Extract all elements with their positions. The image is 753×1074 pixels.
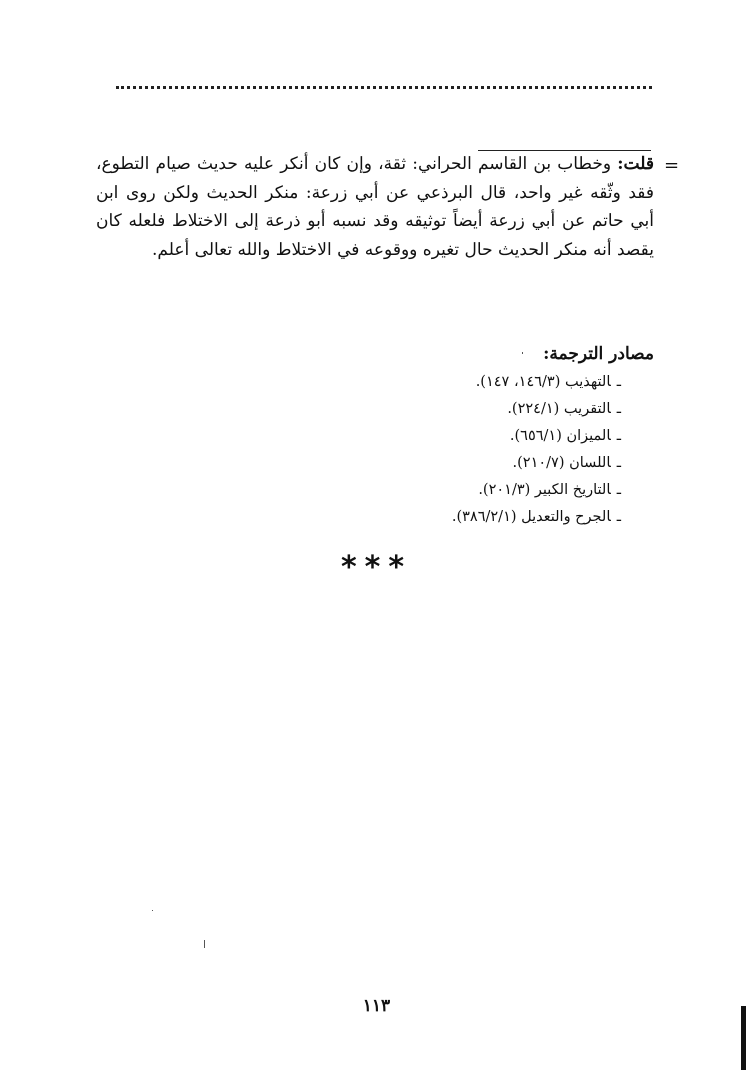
source-text: التاريخ الكبير (٢٠١/٣). xyxy=(478,482,611,498)
source-text: التقريب (٢٢٤/١). xyxy=(507,401,611,417)
continuation-mark: = xyxy=(664,155,680,176)
source-item xyxy=(452,397,621,424)
page-number: ١١٣ xyxy=(362,996,391,1016)
sources-list xyxy=(452,370,621,532)
source-text: الميزان (٦٥٦/١). xyxy=(509,428,611,444)
scan-speck xyxy=(152,910,153,911)
source-dash: ـ xyxy=(616,509,621,525)
footnote-lead: قلت: xyxy=(617,154,654,174)
sources-title: مصادر الترجمة: xyxy=(543,344,654,364)
scan-speck xyxy=(204,940,205,948)
source-item xyxy=(452,478,621,505)
source-text: اللسان (٢١٠/٧). xyxy=(512,455,611,471)
source-dash: ـ xyxy=(616,401,621,417)
source-dash: ـ xyxy=(616,428,621,444)
source-dash: ـ xyxy=(616,455,621,471)
source-item xyxy=(452,424,621,451)
source-item xyxy=(452,451,621,478)
source-dash: ـ xyxy=(616,374,621,390)
top-dotted-rule xyxy=(116,86,652,89)
source-item xyxy=(452,370,621,397)
source-text: الجرح والتعديل (٣٨٦/٢/١). xyxy=(451,509,611,525)
source-item xyxy=(452,505,621,532)
source-text: التهذيب (١٤٦/٣، ١٤٧). xyxy=(475,374,611,390)
footnote-paragraph xyxy=(96,150,654,264)
source-dash: ـ xyxy=(616,482,621,498)
footnote-text: وخطاب بن القاسم الحراني: ثقة، وإن كان أنكر عليه حديث صيام التطوع، فقد وثّقه غير واحد، قال البرذعي عن أبي زرعة: منكر الحديث ولكن روى ابن أبي حاتم عن أبي زرعة أيضاً توثيقه وقد نسبه أبو ذرعة إلى الاختلاط فلعله كان يقصد أنه منكر الحديث حال تغيره ووقوعه في الاختلاط والله تعالى أعلم. xyxy=(96,154,654,260)
scan-edge-mark xyxy=(741,1006,746,1070)
section-separator: *** xyxy=(340,550,413,585)
scan-speck xyxy=(522,352,523,354)
